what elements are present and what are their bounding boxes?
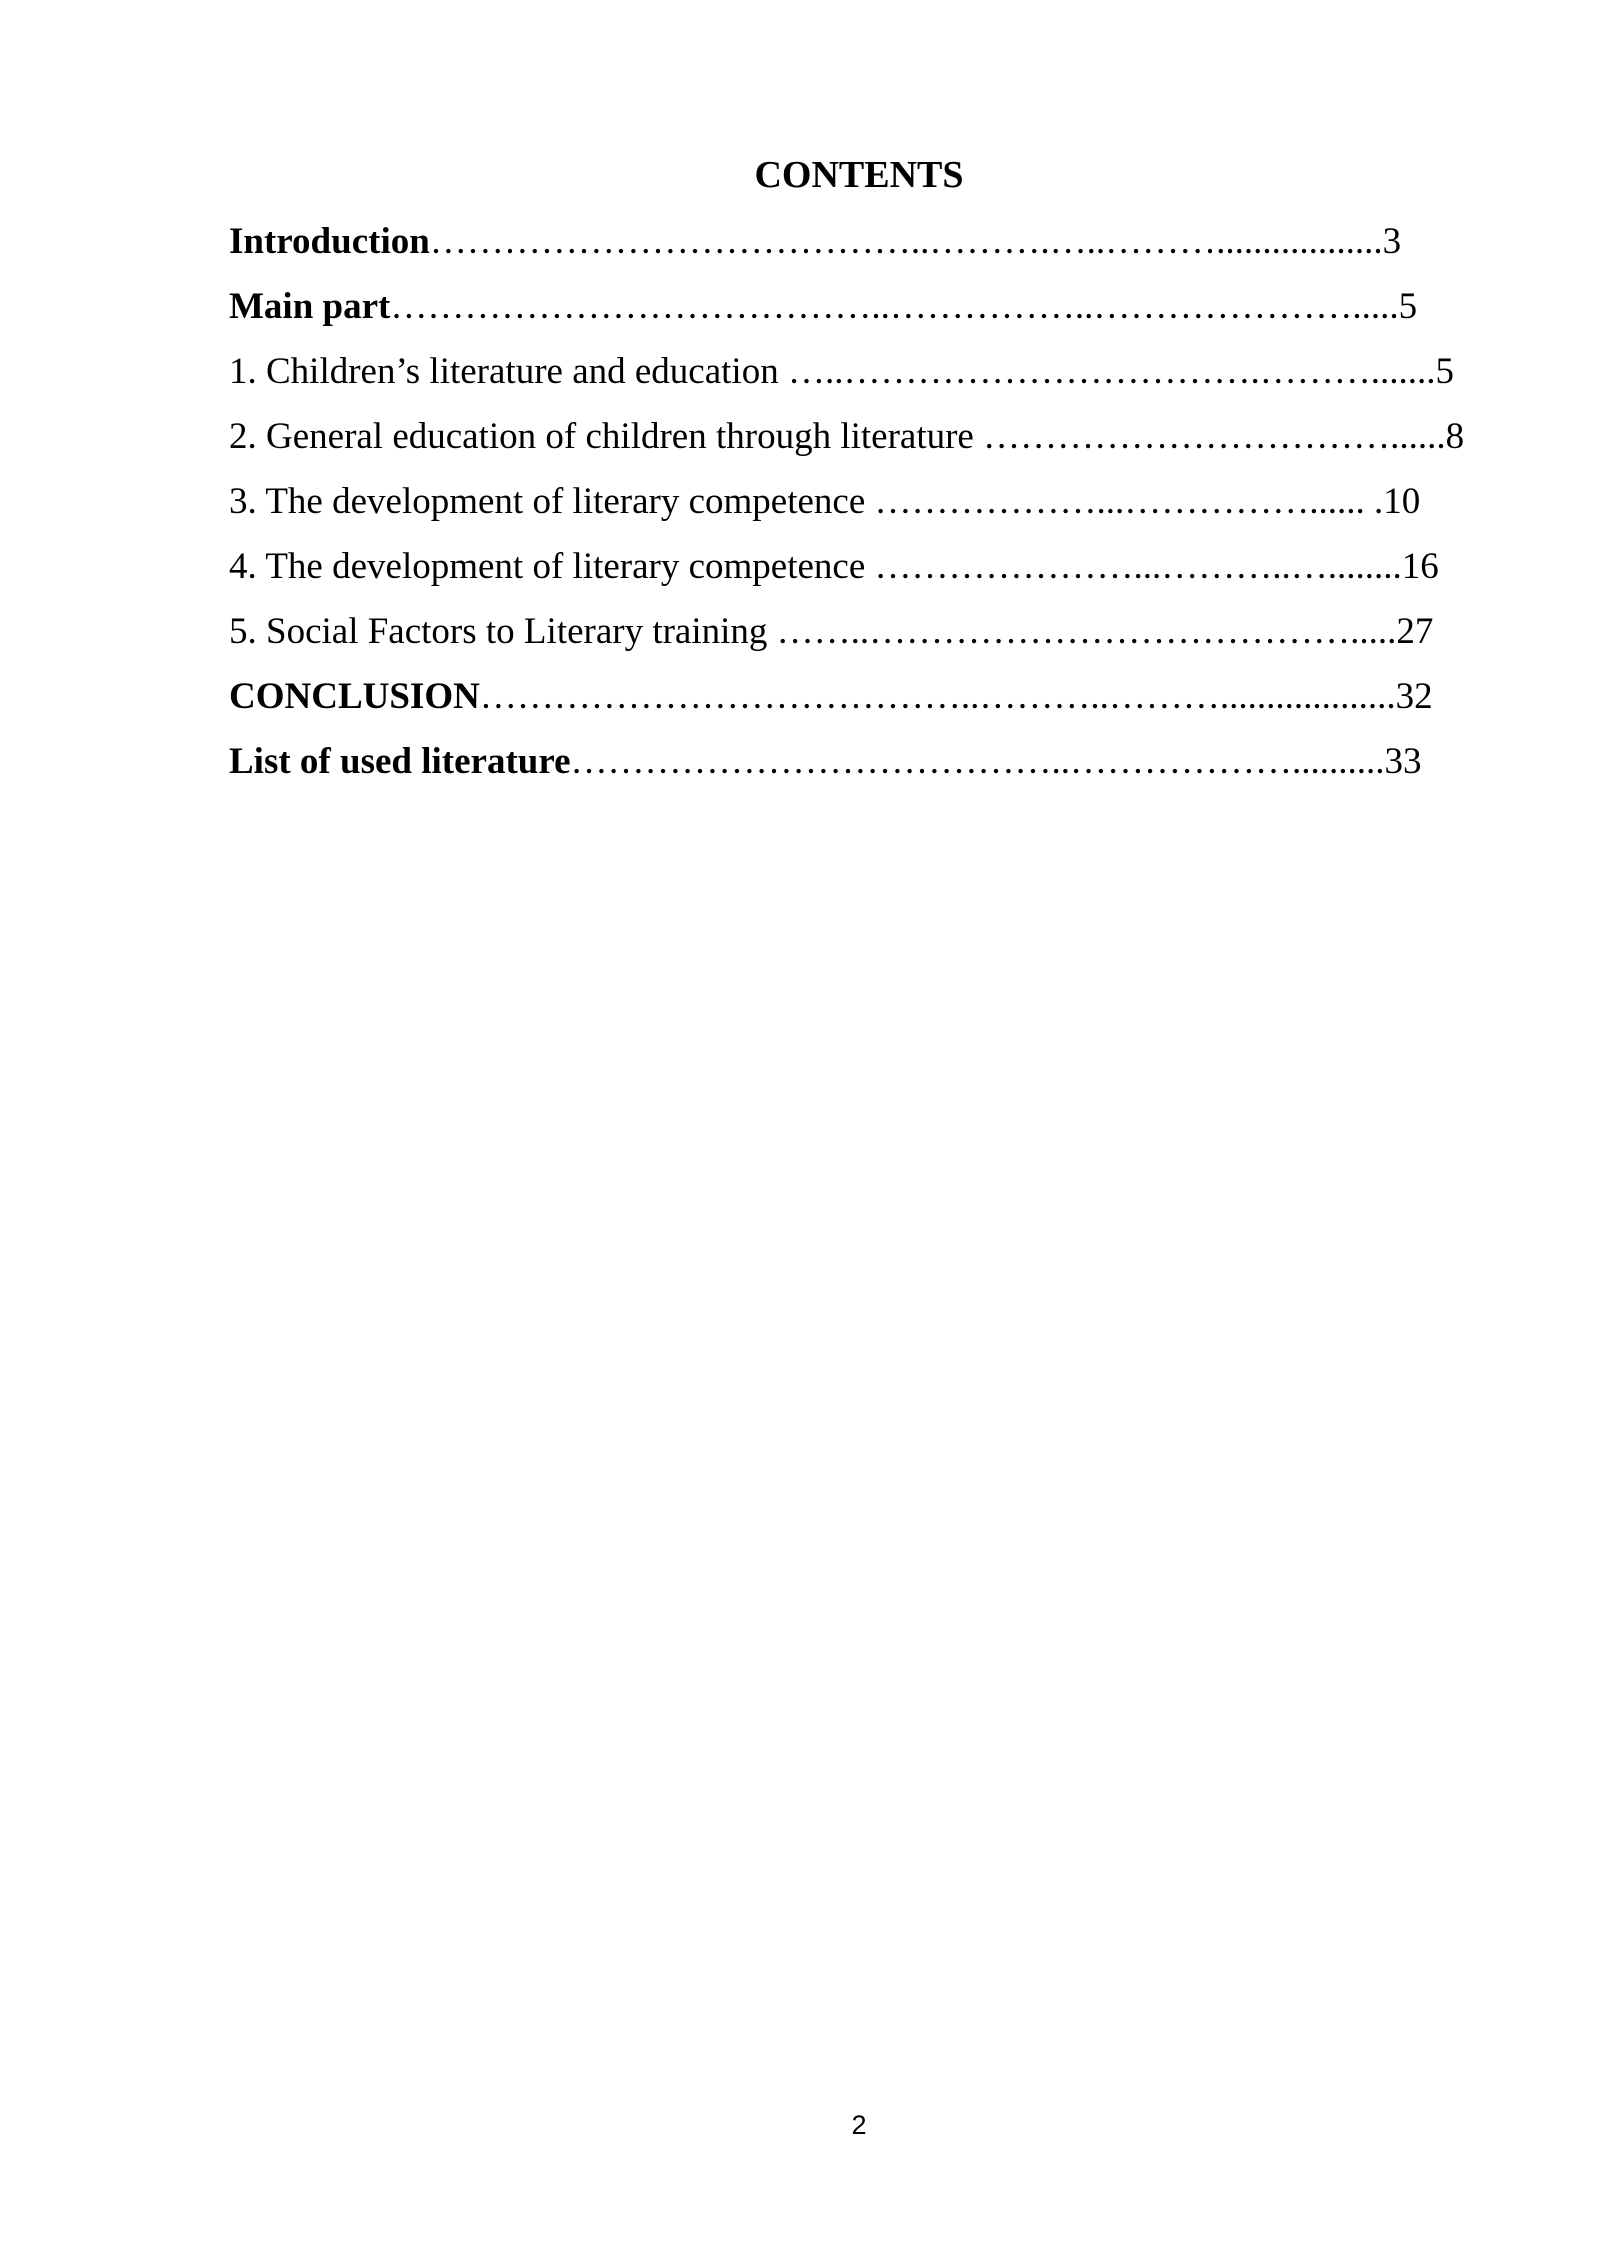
toc-entry-text: 3. The development of literary competence (229, 481, 875, 522)
toc-entry-leader: ……..………………………………….....27 (776, 611, 1434, 652)
toc-entry-section-1 (229, 348, 1454, 396)
toc-entry-section-5 (229, 608, 1433, 656)
toc-entry-leader: …………………………………..………..………...................32 (479, 676, 1433, 717)
toc-entry-text: 2. General education of children through literature (229, 416, 984, 457)
toc-entry-leader: ……………………………......8 (983, 416, 1465, 457)
toc-entry-conclusion (229, 673, 1433, 721)
toc-entry-main-part (229, 283, 1417, 331)
toc-entry-heading: Introduction (229, 221, 430, 262)
toc-entry-section-3 (229, 478, 1420, 526)
toc-entry-leader: …………………………………..……….…..………..................3 (429, 221, 1402, 262)
toc-entry-heading: CONCLUSION (229, 676, 480, 717)
page-number: 2 (851, 2110, 867, 2140)
toc-entry-list-of-used-literature (229, 738, 1422, 786)
toc-entry-section-2 (229, 413, 1464, 461)
contents-heading: CONTENTS (754, 154, 964, 196)
toc-entry-introduction (229, 218, 1401, 266)
toc-entry-leader: …………………...………..…........16 (874, 546, 1439, 587)
toc-entry-section-4 (229, 543, 1439, 591)
toc-entry-text: 1. Children’s literature and education (229, 351, 788, 392)
toc-entry-leader: …………………………………..………………..........33 (570, 741, 1422, 782)
toc-entry-leader: …..…………………………….……….......5 (787, 351, 1454, 392)
toc-entry-text: 4. The development of literary competence (229, 546, 875, 587)
toc-entry-text: 5. Social Factors to Literary training (229, 611, 777, 652)
toc-entry-leader: ………………...……………...... .10 (874, 481, 1421, 522)
toc-entry-heading: Main part (229, 286, 391, 327)
toc-entry-leader: …………………………………..……………..………………….....5 (390, 286, 1418, 327)
toc-entry-heading: List of used literature (229, 741, 571, 782)
